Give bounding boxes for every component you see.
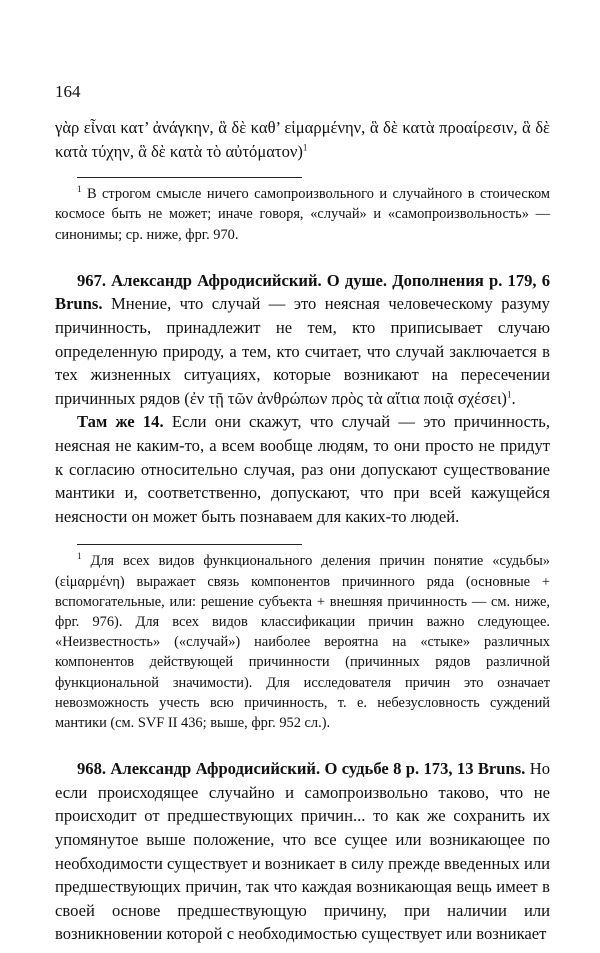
footnote-text: В строгом смысле ничего самопроизвольного и случайного в стоическом космосе быть не может; иначе говоря, «случай» и «самопроизвольность» — синонимы; ср. ниже, фрг. 970. xyxy=(55,186,550,243)
fragment-967: 967. Александр Афродисийский. О душе. Дополнения р. 179, 6 Bruns. Мнение, что случай — это неясная человеческому разуму причинность, принадлежит не тем, кто приписывает случаю определенную природу, а тем, кто считает, что случай заключается в тех жизненных ситуациях, которые возникают на пересечении причинных рядов (ἐν τῇ τῶν ἀνθρώπων πρὸς τὰ αἴτια ποιᾷ σχέσει)$^1$. xyxy=(55,270,550,408)
footnote-mark: 1 xyxy=(77,184,82,195)
greek-text: γὰρ εἶναι κατ’ ἀνάγκην, ἃ δὲ καθ’ εἱμαρμένην, ἃ δὲ κατὰ προαίρεσιν, ἃ δὲ κατὰ τύχην, ἃ δὲ κατὰ τὸ αὐτόματον) xyxy=(55,118,550,161)
fragment-text: Мнение, что случай — это неясная человеческому разуму причинность, принадлежит не тем, кто приписывает случаю определенную природу, а тем, кто считает, что случай заключается в тех жизненных ситуациях, которые возникают на пересечении причинных рядов (ἐν τῇ τῶν ἀνθρώπων πρὸς τὰ αἴτια ποιᾷ σχέσει) xyxy=(55,294,550,408)
footnote xyxy=(55,551,550,733)
footnote-ref: 1 xyxy=(302,142,308,153)
sub-heading: Там же 14. xyxy=(77,412,164,432)
fragment-968 xyxy=(55,757,550,946)
footnote-divider xyxy=(77,177,302,178)
footnote xyxy=(55,184,550,245)
fragment-heading: 968. Александр Афродисийский. О судьбе 8 р. 173, 13 Bruns. xyxy=(77,759,526,779)
footnote-ref: 1 xyxy=(506,389,512,400)
fragment-heading: 967. Александр Афродисийский. О душе. Дополнения р. 179, 6 Bruns. xyxy=(55,270,550,314)
page xyxy=(55,82,550,946)
fragment-text: Но если происходящее случайно и самопроизвольно таково, что не происходит от предшествующих причин... то как же сохранить их упомянутое выше положение, что все сущее или возникающее по необходимости существует и возникает в силу прежде введенных или предшествующих причин, так что каждая возникающая вещь имеет в своей основе предшествующую причину, при наличии или возникновении которой с необходимостью существует или возникает xyxy=(55,759,550,944)
greek-continuation xyxy=(55,116,550,163)
page-number: 164 xyxy=(55,82,81,101)
fragment-967-sub xyxy=(55,410,550,528)
footnote-mark: 1 xyxy=(77,551,82,562)
footnote-text: Для всех видов функционального деления причин понятие «судьбы» (εἱμαρμένη) выражает связь компонентов причинного ряда (основные + вспомогательные, или: решение субъекта + внешняя причинность — см. ниже, фрг. 976). Для всех видов классификации причин важно следующее. «Неизвестность» («случай») наиболее вероятна на «стыке» различных компонентов действующей причинности (причинных рядов различной функциональной значимости). Для исследователя причин это означает невозможность учесть всю причинность, т. е. небезусловность суждений мантики (см. SVF II 436; выше, фрг. 952 сл.). xyxy=(55,553,550,731)
footnote-divider xyxy=(77,544,302,545)
sub-text: Если они скажут, что случай — это причинность, неясная не каким-то, а всем вообще людям, то они просто не придут к согласию относительно случая, раз они допускают существование мантики и, соответственно, допускают, что при всей кажущейся неясности он может быть познаваем для каких-то людей. xyxy=(55,412,550,526)
